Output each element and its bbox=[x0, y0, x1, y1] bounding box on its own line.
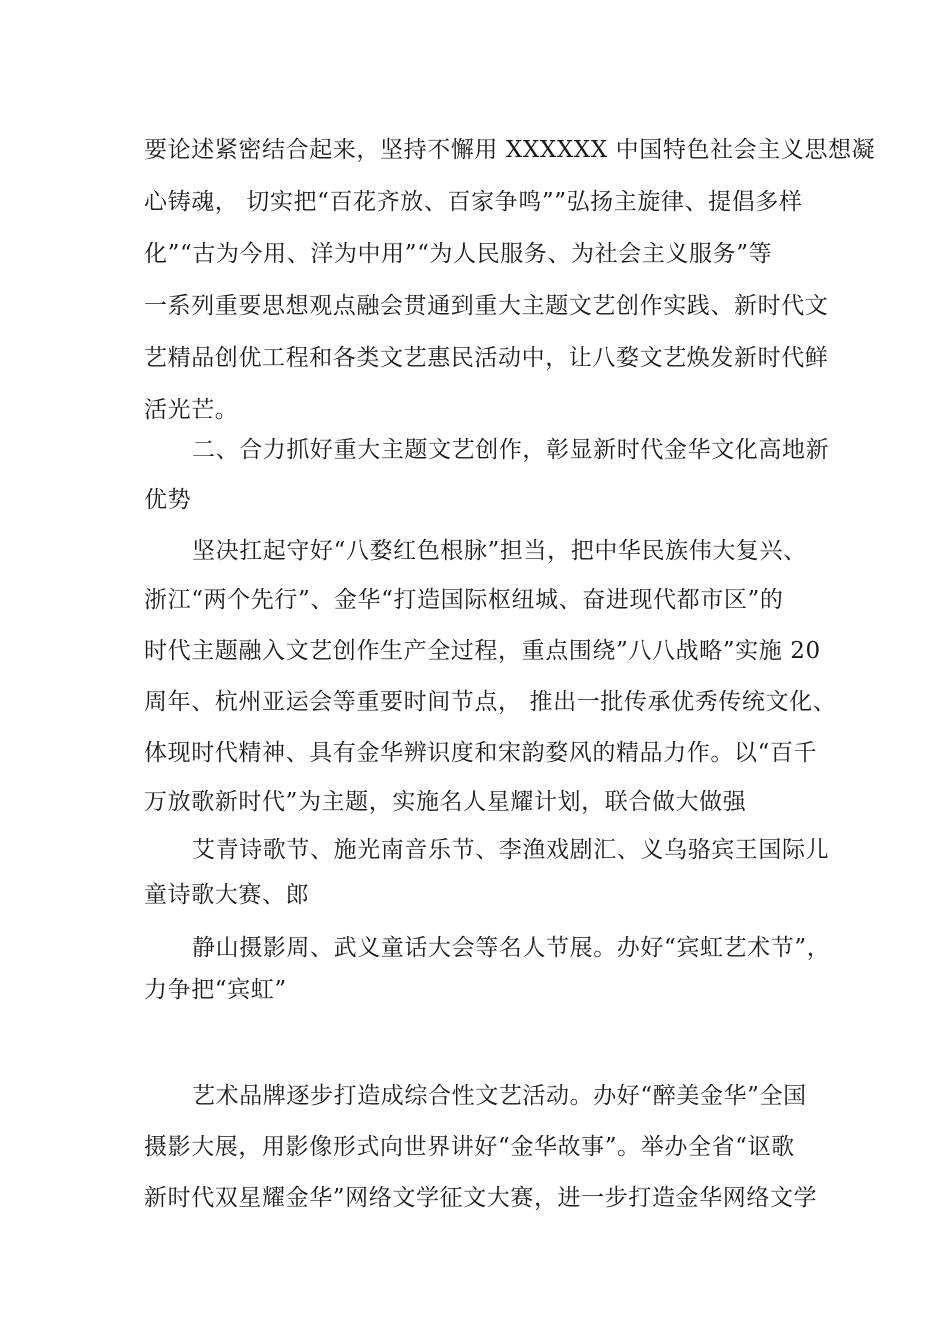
paragraph-line: 体现时代精神、具有金华辨识度和宋韵婺风的精品力作。以“百千 bbox=[144, 740, 818, 766]
section-heading-line: 二、合力抓好重大主题文艺创作，彰显新时代金华文化高地新 bbox=[192, 437, 830, 463]
paragraph-line: 浙江“两个先行”、金华“打造国际枢纽城、奋进现代都市区”的 bbox=[144, 587, 784, 613]
paragraph-line: 万放歌新时代”为主题，实施名人星耀计划，联合做大做强 bbox=[144, 789, 747, 815]
paragraph-line: 要论述紧密结合起来，坚持不懈用 XXXXXX 中国特色社会主义思想凝 bbox=[144, 137, 876, 163]
paragraph-line: 心铸魂， 切实把“百花齐放、百家争鸣””弘扬主旋律、提倡多样 bbox=[144, 189, 803, 215]
paragraph-line: 时代主题融入文艺创作生产全过程，重点围绕”八八战略”实施 20 bbox=[144, 638, 821, 664]
paragraph-line: 童诗歌大赛、郎 bbox=[144, 882, 310, 908]
paragraph-line: 艺术品牌逐步打造成综合性文艺活动。办好“醉美金华”全国 bbox=[192, 1083, 807, 1109]
paragraph-line: 静山摄影周、武义童话大会等名人节展。办好“宾虹艺术节”， bbox=[192, 935, 831, 961]
paragraph-line: 化”“古为今用、洋为中用”“为人民服务、为社会主义服务”等 bbox=[144, 241, 773, 267]
paragraph-line: 艾青诗歌节、施光南音乐节、李渔戏剧汇、义乌骆宾王国际儿 bbox=[192, 837, 830, 863]
paragraph-line: 摄影大展，用影像形式向世界讲好“金华故事”。举办全省“讴歌 bbox=[144, 1134, 795, 1160]
paragraph-line: 力争把“宾虹” bbox=[144, 977, 287, 1003]
paragraph-line: 艺精品创优工程和各类文艺惠民活动中，让八婺文艺焕发新时代鲜 bbox=[144, 345, 829, 371]
paragraph-line: 新时代双星耀金华”网络文学征文大赛，进一步打造金华网络文学 bbox=[144, 1185, 818, 1211]
paragraph-line: 坚决扛起守好“八婺红色根脉”担当，把中华民族伟大复兴、 bbox=[192, 538, 807, 564]
paragraph-line: 活光芒。 bbox=[144, 397, 239, 423]
paragraph-line: 一系列重要思想观点融会贯通到重大主题文艺创作实践、新时代文 bbox=[144, 293, 829, 319]
paragraph-line: 周年、杭州亚运会等重要时间节点， 推出一批传承优秀传统文化、 bbox=[144, 689, 837, 715]
section-heading-line: 优势 bbox=[144, 487, 192, 513]
